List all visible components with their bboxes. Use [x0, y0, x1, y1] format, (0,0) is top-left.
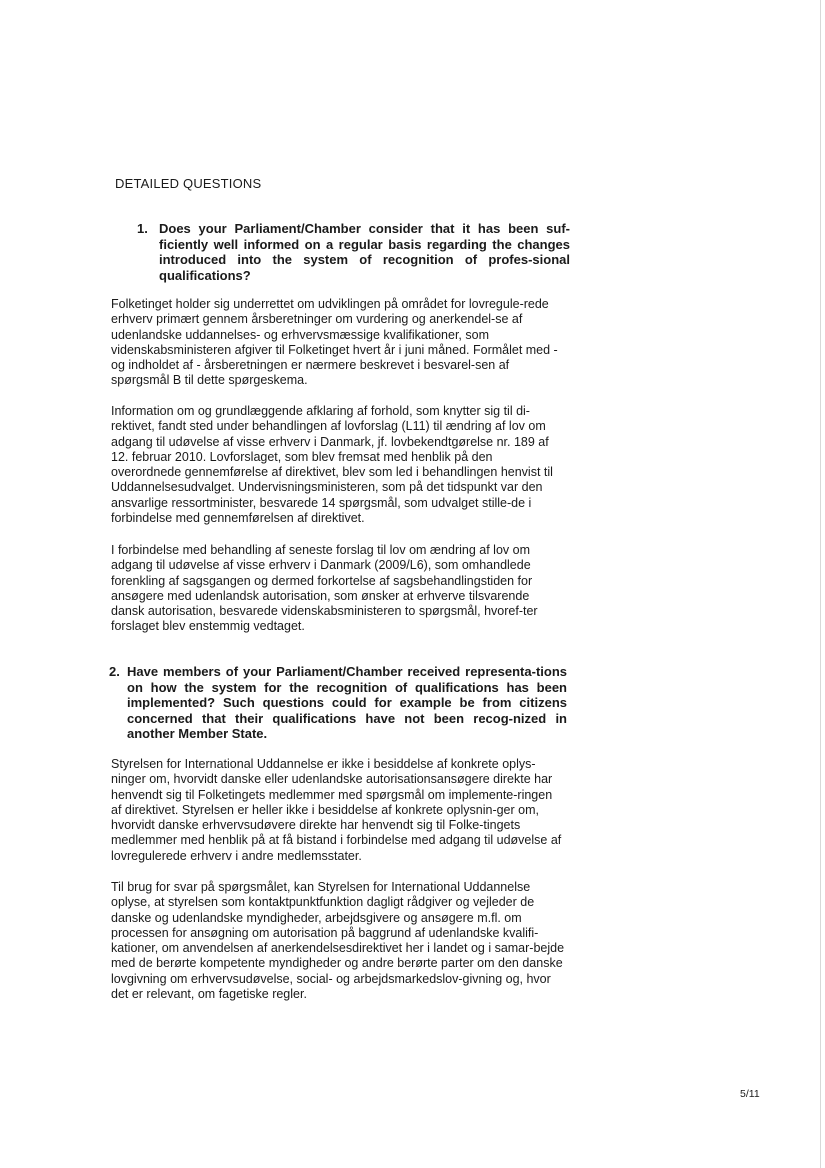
question-1: [137, 221, 570, 283]
question-2-text: Have members of your Parliament/Chamber received representa-tions on how the system for the recognition of qualifications has been implemented? Such questions could for example be from citizens concerned that their qualifications have not been recog-nized in another Member State.: [127, 664, 567, 741]
question-2-number: 2.: [109, 664, 120, 679]
answer-1-paragraph-1: Folketinget holder sig underrettet om udviklingen på området for lovregule-rede erhverv primært gennem årsberetninger om vurdering og anerkendel-se af udenlandske uddannelses- og erhvervsmæssige kvalifikationer, som videnskabsministeren afgiver til Folketinget hvert år i juni måned. Formålet med - og indholdet af - årsberetningen er nærmere beskrevet i besvarel-sen af spørgsmål B til dette spørgeskema.: [111, 297, 558, 388]
answer-2-paragraph-2: Til brug for svar på spørgsmålet, kan Styrelsen for International Uddannelse oplyse, at styrelsen som kontaktpunktfunktion dagligt rådgiver og vejleder de danske og udenlandske myndigheder, arbejdsgivere og ansøgere m.fl. om processen for ansøgning om autorisation på baggrund af udenlandske kvalifi-kationer, om anvendelsen af anerkendelsesdirektivet her i landet og i samar-bejde med de berørte kompetente myndigheder og andre berørte parter om den danske lovgivning om erhvervsudøvelse, social- og arbejdsmarkedslov-givning og, hvor det er relevant, om fagetiske regler.: [111, 880, 565, 1002]
answer-1-paragraph-3: I forbindelse med behandling af seneste forslag til lov om ændring af lov om adgang til udøvelse af visse erhverv i Danmark (2009/L6), som omhandlede forenkling af sagsgangen og dermed forkortelse af sagsbehandlingstiden for ansøgere med udenlandsk autorisation, som ønsker at erhverve tilsvarende dansk autorisation, besvarede videnskabsministeren to spørgsmål, hvoref-ter forslaget blev enstemmig vedtaget.: [111, 543, 538, 634]
section-heading: DETAILED QUESTIONS: [115, 176, 262, 191]
page-edge-line: [820, 0, 821, 1168]
question-1-text: Does your Parliament/Chamber consider that it has been suf-ficiently well informed on a regular basis regarding the changes introduced into the system of recognition of profes-sional qualifications?: [159, 221, 570, 283]
question-2: [109, 664, 567, 742]
question-1-number: 1.: [137, 221, 148, 236]
page-number: 5/11: [740, 1088, 760, 1100]
answer-2-paragraph-1: Styrelsen for International Uddannelse er ikke i besiddelse af konkrete oplys-ninger om, hvorvidt danske eller udenlandske autorisationsansøgere direkte har henvendt sig til Folketingets medlemmer med spørgsmål om implemente-ringen af direktivet. Styrelsen er heller ikke i besiddelse af konkrete oplysnin-ger om, hvorvidt danske erhvervsudøvere direkte har henvendt sig til Folke-tingets medlemmer med henblik på at få bistand i forbindelse med adgang til udøvelse af lovregulerede erhverv i andre medlemsstater.: [111, 757, 562, 863]
answer-1-paragraph-2: Information om og grundlæggende afklaring af forhold, som knytter sig til di-rektivet, fandt sted under behandlingen af lovforslag (L11) til ændring af lov om adgang til udøvelse af visse erhverv i Danmark, jf. lovbekendtgørelse nr. 189 af 12. februar 2010. Lovforslaget, som blev fremsat med henblik på den overordnede gennemførelse af direktivet, blev som led i behandlingen henvist til Uddannelsesudvalget. Undervisningsministeren, som på det tidspunkt var den ansvarlige ressortminister, besvarede 14 spørgsmål, som udvalget stille-de i forbindelse med gennemførelsen af direktivet.: [111, 404, 553, 526]
